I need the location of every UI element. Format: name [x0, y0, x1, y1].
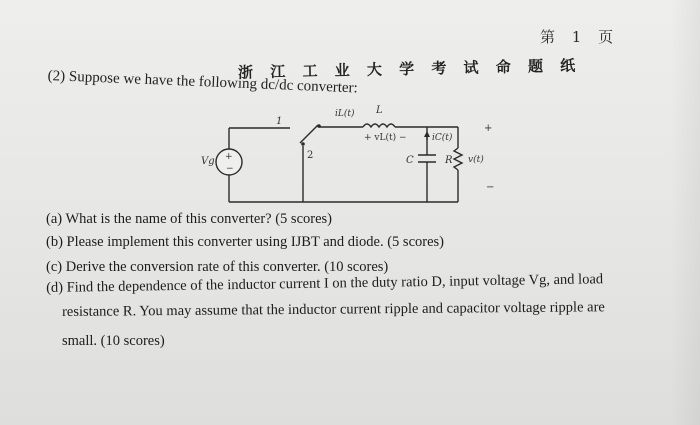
- source-label: Vg: [201, 156, 215, 167]
- switch-pos2-label: 2: [307, 150, 314, 161]
- output-voltage-label: v(t): [468, 155, 484, 165]
- output-plus-label: +: [484, 123, 493, 134]
- arrow-head-icon: [424, 131, 430, 137]
- part-c: (c) Derive the conversion rate of this converter. (10 scores): [46, 259, 389, 275]
- resistor-zigzag: [454, 148, 462, 170]
- part-d-line2: resistance R. You may assume that the inductor current ripple and capacitor voltage ripple are: [62, 299, 605, 320]
- question-intro: (2) Suppose we have the following dc/dc converter:: [47, 68, 359, 97]
- output-minus-label: −: [486, 182, 495, 193]
- part-d-line1: (d) Find the dependence of the inductor current I on the duty ratio D, input voltage Vg, and load: [46, 271, 604, 296]
- switch-contact-1: [317, 124, 321, 128]
- capacitor-current-label: iC(t): [432, 133, 453, 143]
- page-number: 第 1 页: [540, 28, 620, 46]
- part-d-line3: small. (10 scores): [62, 333, 165, 349]
- inductor-name-label: L: [376, 105, 383, 116]
- inductor-voltage-label: + vL(t) −: [364, 133, 407, 143]
- svg-text:+: +: [225, 152, 233, 162]
- switch-blade: [300, 125, 318, 143]
- capacitor-label: C: [406, 155, 414, 166]
- page-edge-shadow: [670, 0, 700, 425]
- part-b: (b) Please implement this converter using IJBT and diode. (5 scores): [46, 234, 444, 250]
- exam-header: 浙 江 工 业 大 学 考 试 命 题 纸: [237, 56, 582, 82]
- inductor-coil: [363, 124, 395, 127]
- inductor-current-label: iL(t): [335, 109, 355, 119]
- part-a: (a) What is the name of this converter? (5 scores): [46, 211, 332, 227]
- svg-text:−: −: [226, 164, 234, 174]
- switch-contact-2: [301, 142, 305, 146]
- switch-pos1-label: 1: [276, 116, 283, 127]
- resistor-label: R: [445, 155, 453, 166]
